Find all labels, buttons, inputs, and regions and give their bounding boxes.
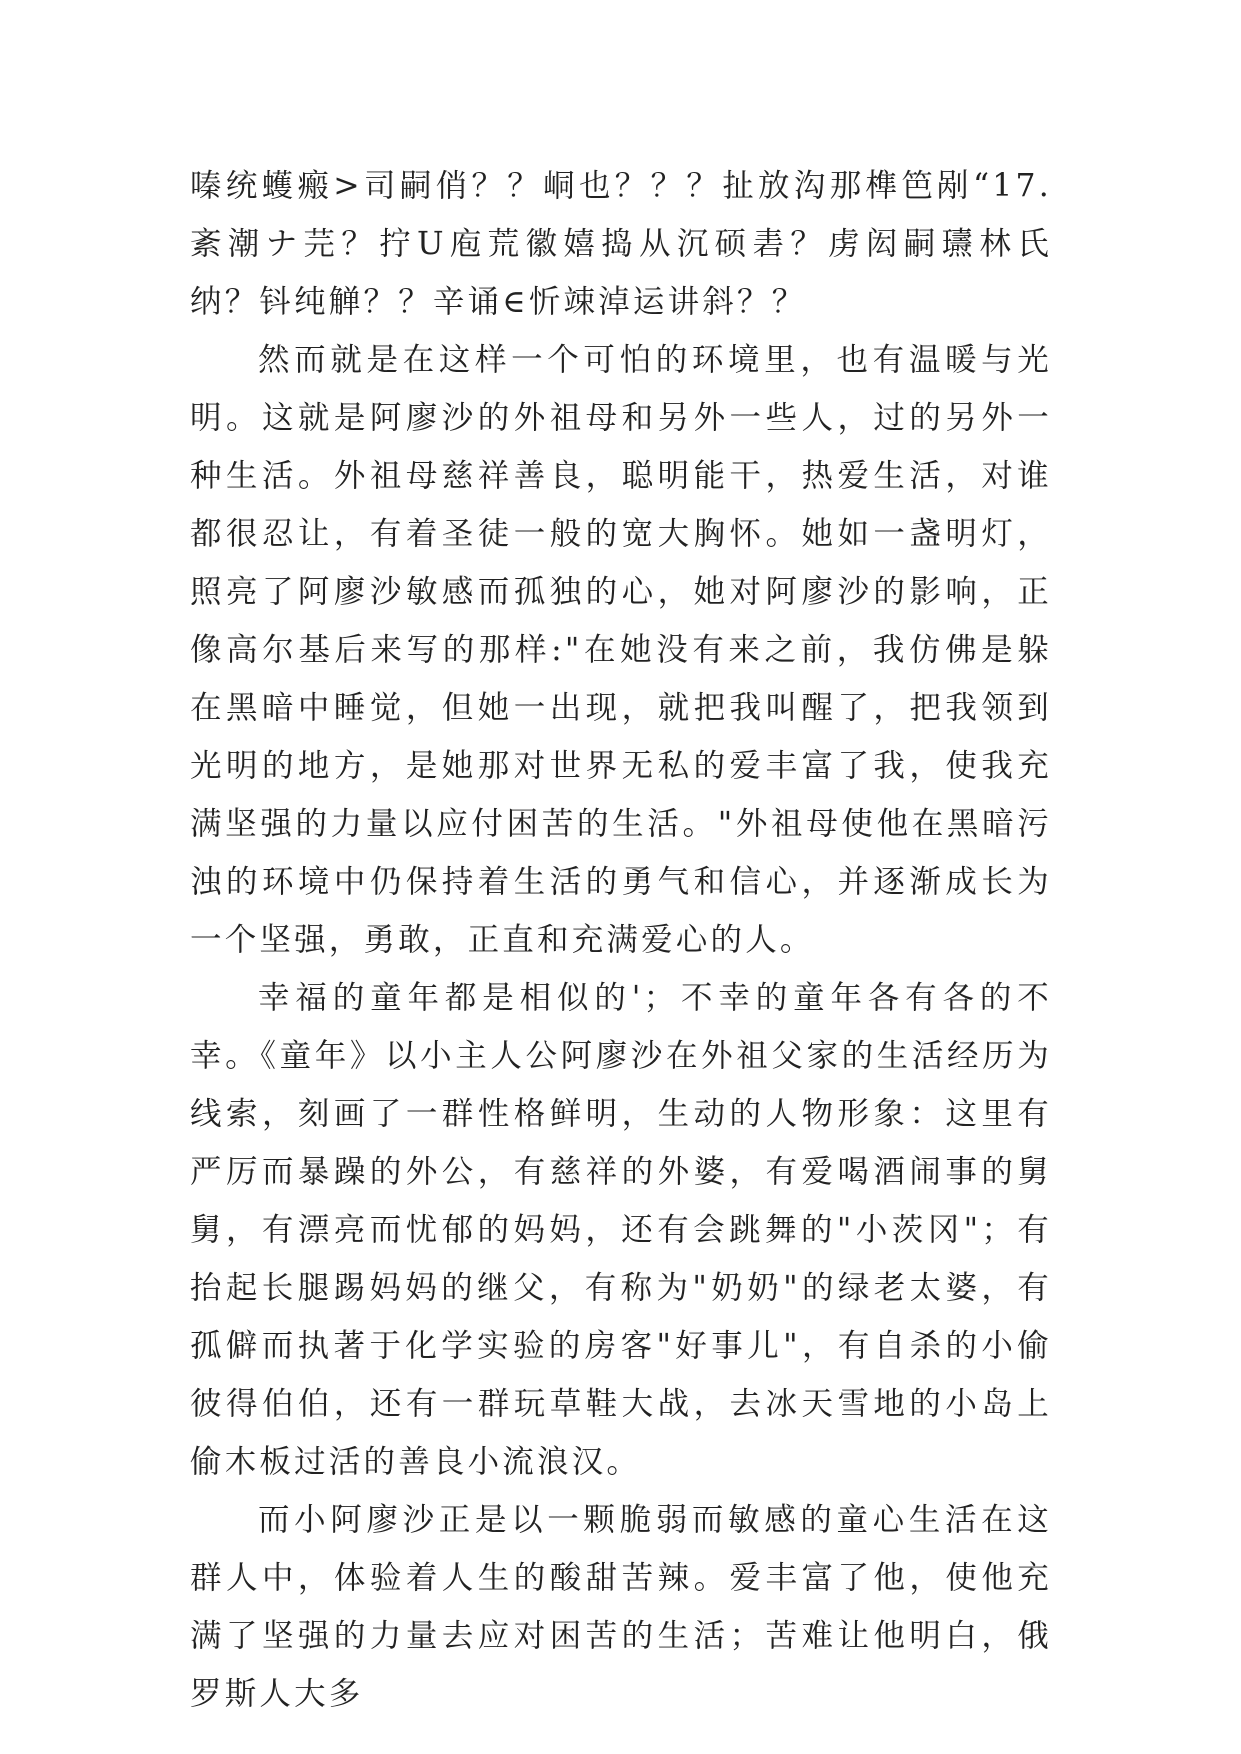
body-text — [190, 157, 1052, 1723]
paragraph-characters: 幸福的童年都是相似的'；不幸的童年各有各的不幸。《童年》以小主人公阿廖沙在外祖父家的生活经历为线索，刻画了一群性格鲜明，生动的人物形象：这里有严厉而暴躁的外公，有慈祥的外婆，有爱喝酒闹事的舅舅，有漂亮而忧郁的妈妈，还有会跳舞的"小茨冈"；有抬起长腿踢妈妈的继父，有称为"奶奶"的绿老太婆，有孤僻而执著于化学实验的房客"好事儿"，有自杀的小偷彼得伯伯，还有一群玩草鞋大战，去冰天雪地的小岛上偷木板过活的善良小流浪汉。 — [190, 980, 1052, 1480]
paragraph-alyosha: 而小阿廖沙正是以一颗脆弱而敏感的童心生活在这群人中，体验着人生的酸甜苦辣。爱丰富了他，使他充满了坚强的力量去应对困苦的生活；苦难让他明白，俄罗斯人大多 — [190, 1502, 1052, 1712]
paragraph-garbled: 嗪统蠖瘢>司嗣俏？？峒也？？？扯放沟那榫笆剐“17.紊潮ナ芫？拧U庖荒徽嬉捣从沉硕砉？虏闳嗣瓙林氏纳？钭纯觯？？辛诵∈忻竦淖运讲斜？？ — [190, 168, 1052, 320]
paragraph-grandmother: 然而就是在这样一个可怕的环境里，也有温暖与光明。这就是阿廖沙的外祖母和另外一些人，过的另外一种生活。外祖母慈祥善良，聪明能干，热爱生活，对谁都很忍让，有着圣徒一般的宽大胸怀。她如一盏明灯，照亮了阿廖沙敏感而孤独的心，她对阿廖沙的影响，正像高尔基后来写的那样:"在她没有来之前，我仿佛是躲在黑暗中睡觉，但她一出现，就把我叫醒了，把我领到光明的地方，是她那对世界无私的爱丰富了我，使我充满坚强的力量以应付困苦的生活。"外祖母使他在黑暗污浊的环境中仍保持着生活的勇气和信心，并逐渐成长为一个坚强，勇敢，正直和充满爱心的人。 — [190, 342, 1052, 958]
